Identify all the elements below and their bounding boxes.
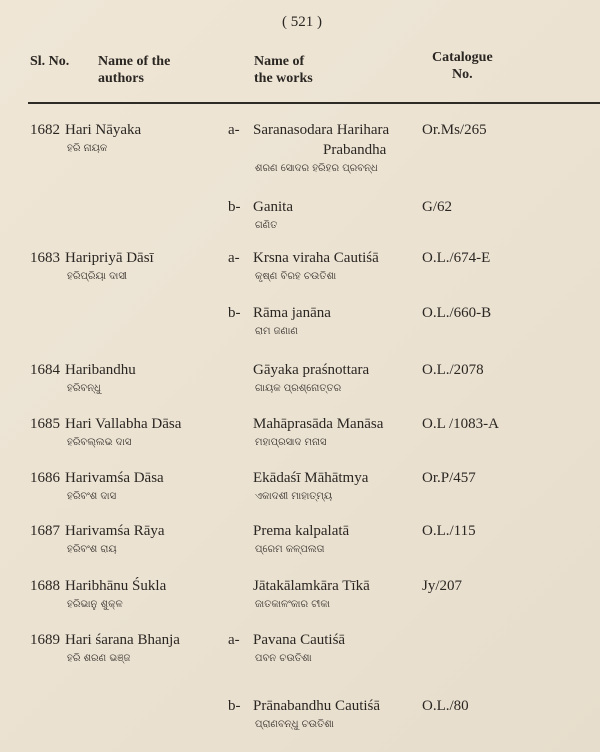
author-name-odia: ହରିବଂଶ ଦାସ — [67, 491, 117, 502]
serial-number: 1685 — [30, 416, 60, 432]
work-title-odia: କୃଷ୍ଣ ବିରହ ଚଉତିଶା — [255, 271, 337, 282]
catalogue-number: G/62 — [422, 199, 452, 215]
serial-number: 1688 — [30, 578, 60, 594]
catalogue-number: O.L./674-E — [422, 250, 491, 266]
catalogue-number: O.L./660-B — [422, 305, 492, 321]
work-title: Gāyaka praśnottara — [253, 362, 370, 378]
work-title-odia: ଗାୟକ ପ୍ରଶ୍ନୋତ୍ତର — [255, 383, 342, 394]
work-title: Pavana Cautiśā — [253, 632, 346, 648]
author-name: Harivamśa Rāya — [65, 523, 165, 539]
work-title: Rāma janāna — [253, 305, 331, 321]
work-title: Jātakālamkāra Tīkā — [253, 578, 370, 594]
work-title: Krsna viraha Cautiśā — [253, 250, 379, 266]
author-name: Haribhānu Śukla — [65, 578, 167, 594]
catalogue-number: Jy/207 — [422, 578, 463, 594]
header-authors: Name of the authors — [98, 54, 171, 86]
serial-number: 1682 — [30, 122, 60, 138]
serial-number: 1686 — [30, 470, 60, 486]
work-title-odia: ମହାପ୍ରସାଦ ମନାସ — [255, 437, 327, 448]
work-title-odia: ରାମ ଜଣାଣ — [255, 326, 298, 337]
work-label: b- — [228, 305, 241, 321]
author-name-odia: ହରିବନ୍ଧୁ — [67, 383, 101, 394]
author-name-odia: ହରିଭାନୁ ଶୁକ୍ଳ — [67, 599, 123, 610]
header-sl-no: Sl. No. — [30, 54, 70, 69]
serial-number: 1684 — [30, 362, 60, 378]
work-title-odia: ଜାତକାଳଂକାର ଟୀକା — [255, 599, 330, 610]
work-title-odia: ପ୍ରେମ କଳ୍ପଲତା — [255, 544, 325, 555]
author-name-odia: ହରିବଂଶ ରାୟ — [67, 544, 117, 555]
author-name: Hari Vallabha Dāsa — [65, 416, 182, 432]
work-title: Saranasodara Harihara — [253, 122, 390, 138]
author-name-odia: ହରିବଲ୍ଲଭ ଦାସ — [67, 437, 132, 448]
header-catalogue: Catalogue No. — [432, 50, 493, 82]
serial-number: 1683 — [30, 250, 60, 266]
catalogue-number: Or.P/457 — [422, 470, 476, 486]
work-label: a- — [228, 250, 240, 266]
work-title: Mahāprasāda Manāsa — [253, 416, 384, 432]
work-title-odia: ଏକାଦଶୀ ମାହାତ୍ମ୍ୟ — [255, 491, 333, 502]
header-works: Name of the works — [254, 54, 313, 86]
author-name: Harivamśa Dāsa — [65, 470, 164, 486]
page-number: ( 521 ) — [282, 14, 322, 30]
work-title-odia: ଶରଣ ସୋଦର ହରିହର ପ୍ରବନ୍ଧ — [255, 163, 378, 174]
author-name: Hari śarana Bhanja — [65, 632, 180, 648]
work-label: a- — [228, 632, 240, 648]
work-title: Prema kalpalatā — [253, 523, 350, 539]
author-name-odia: ହରି ଶରଣ ଭଞ୍ଜ — [67, 653, 131, 664]
catalogue-number: O.L./115 — [422, 523, 476, 539]
work-title-continued: Prabandha — [323, 142, 387, 158]
serial-number: 1687 — [30, 523, 60, 539]
catalogue-number: O.L./80 — [422, 698, 469, 714]
catalogue-number: O.L /1083-A — [422, 416, 499, 432]
author-name-odia: ହରିପ୍ରିୟା ଦାସୀ — [67, 271, 128, 282]
catalogue-number: Or.Ms/265 — [422, 122, 487, 138]
author-name-odia: ହରି ନାୟକ — [67, 143, 108, 154]
work-title-odia: ପ୍ରାଣବନ୍ଧୁ ଚଉତିଶା — [255, 719, 334, 730]
work-title: Ekādaśī Māhātmya — [253, 470, 369, 486]
work-title-odia: ପବନ ଚଉତିଶା — [255, 653, 312, 664]
catalogue-number: O.L./2078 — [422, 362, 484, 378]
author-name: Hari Nāyaka — [65, 122, 142, 138]
work-title: Prānabandhu Cautiśā — [253, 698, 381, 714]
author-name: Haribandhu — [65, 362, 136, 378]
serial-number: 1689 — [30, 632, 60, 648]
work-title: Ganita — [253, 199, 293, 215]
author-name: Haripriyā Dāsī — [65, 250, 154, 266]
work-title-odia: ଗଣିତ — [255, 220, 278, 231]
work-label: b- — [228, 698, 241, 714]
header-rule — [28, 102, 600, 104]
work-label: a- — [228, 122, 240, 138]
work-label: b- — [228, 199, 241, 215]
